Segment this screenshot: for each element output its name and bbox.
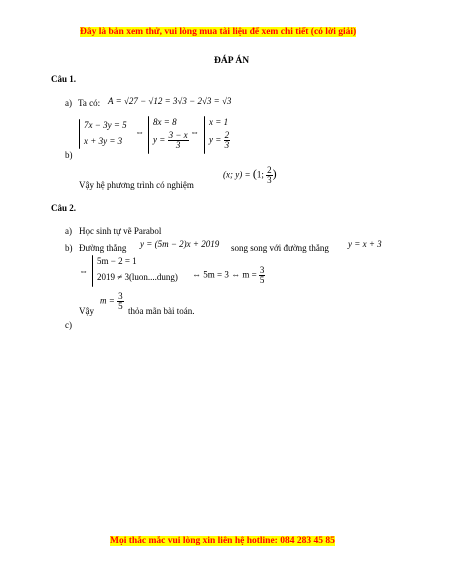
q1-solution-text: Vậy hệ phương trình có nghiệm — [79, 180, 194, 190]
question-1-label: Câu 1. — [51, 74, 77, 84]
q1-system-3-eq2-left: y = — [209, 134, 222, 145]
q1-system-1-eq2: x + 3y = 3 — [84, 136, 123, 146]
q1-part-a-expression: A = √27 − √12 = 3√3 − 2√3 = √3 — [108, 96, 232, 106]
q2-conclusion-post: thỏa mãn bài toán. — [128, 306, 195, 316]
fraction-numerator: 2 — [224, 130, 230, 140]
equivalence-arrow-2: ⇔ — [190, 127, 199, 137]
q1-system-2 — [148, 116, 188, 154]
fraction-numerator: 2 — [267, 165, 272, 175]
q2-line-1: y = (5m − 2)x + 2019 — [140, 239, 220, 249]
q2-conclusion-pre: Vậy — [79, 306, 94, 316]
q2-part-b-text2: song song với đường thẳng — [231, 243, 329, 253]
q1-system-3-eq2 — [209, 131, 230, 150]
q1-solution-pair: (x; y) = (1; $\frac{2}{3}$ ) — [223, 165, 277, 185]
fraction-denominator: 5 — [118, 301, 123, 311]
q2-system-eq1: 5m − 2 = 1 — [97, 256, 137, 266]
q2-part-a-text: Học sinh tự vẽ Parabol — [79, 226, 162, 236]
q2-conclusion-m: m = — [100, 295, 115, 306]
q2-conclusion-fraction — [117, 292, 124, 311]
preview-banner: Đây là bản xem thử, vui lòng mua tài liệu để xem chi tiết (có lời giải) — [80, 27, 357, 37]
fraction-denominator: 3 — [175, 140, 181, 150]
q1-part-b-marker: b) — [65, 150, 73, 160]
q1-system-3-fraction — [224, 131, 231, 150]
equivalence-arrow-1: ⇔ — [135, 127, 144, 137]
equivalence-arrow-3: ⇔ — [79, 266, 88, 276]
q1-solution-x: 1; — [256, 169, 264, 180]
fraction-denominator: 5 — [259, 275, 265, 285]
hotline-footer: Mọi thắc mắc vui lòng xin liên hệ hotline: 084 283 45 85 — [110, 536, 335, 546]
q1-part-a-marker: a) — [65, 98, 72, 108]
q2-part-b-text1: Đường thẳng — [79, 243, 127, 253]
q1-system-2-eq1: 8x = 8 — [153, 117, 177, 127]
q2-chain — [192, 266, 265, 285]
q1-system-2-eq2-left: y = — [153, 134, 166, 145]
q1-system-1-eq1: 7x − 3y = 5 — [84, 120, 127, 130]
q2-part-a-marker: a) — [65, 226, 72, 236]
q2-conclusion-value — [100, 292, 124, 311]
q2-line-2: y = x + 3 — [348, 239, 382, 249]
q1-system-2-fraction — [168, 131, 189, 150]
q1-system-3-eq1: x = 1 — [209, 117, 229, 127]
q1-system-1 — [79, 119, 127, 149]
q1-solution-left: (x; y) = — [223, 169, 251, 180]
q2-chain-text: ⇔ 5m = 3 ⇔ m = — [192, 269, 257, 280]
q2-part-b-marker: b) — [65, 243, 73, 253]
fraction-denominator: 3 — [224, 140, 230, 150]
fraction-numerator: 3 — [259, 265, 265, 275]
fraction-numerator: 3 — [118, 291, 123, 301]
q2-m-fraction — [259, 266, 266, 285]
fraction-denominator: 3 — [267, 175, 272, 185]
q1-system-3 — [204, 116, 230, 154]
page-title: ĐÁP ÁN — [214, 56, 250, 66]
q2-system-eq2: 2019 ≠ 3(luon....dung) — [97, 272, 178, 282]
question-2-label: Câu 2. — [51, 203, 77, 213]
q2-system — [92, 255, 178, 287]
fraction-numerator: 3 − x — [168, 130, 188, 140]
q1-part-a-prefix: Ta có: — [78, 98, 101, 108]
q1-system-2-eq2 — [153, 131, 189, 150]
q2-part-c-marker: c) — [65, 320, 72, 330]
